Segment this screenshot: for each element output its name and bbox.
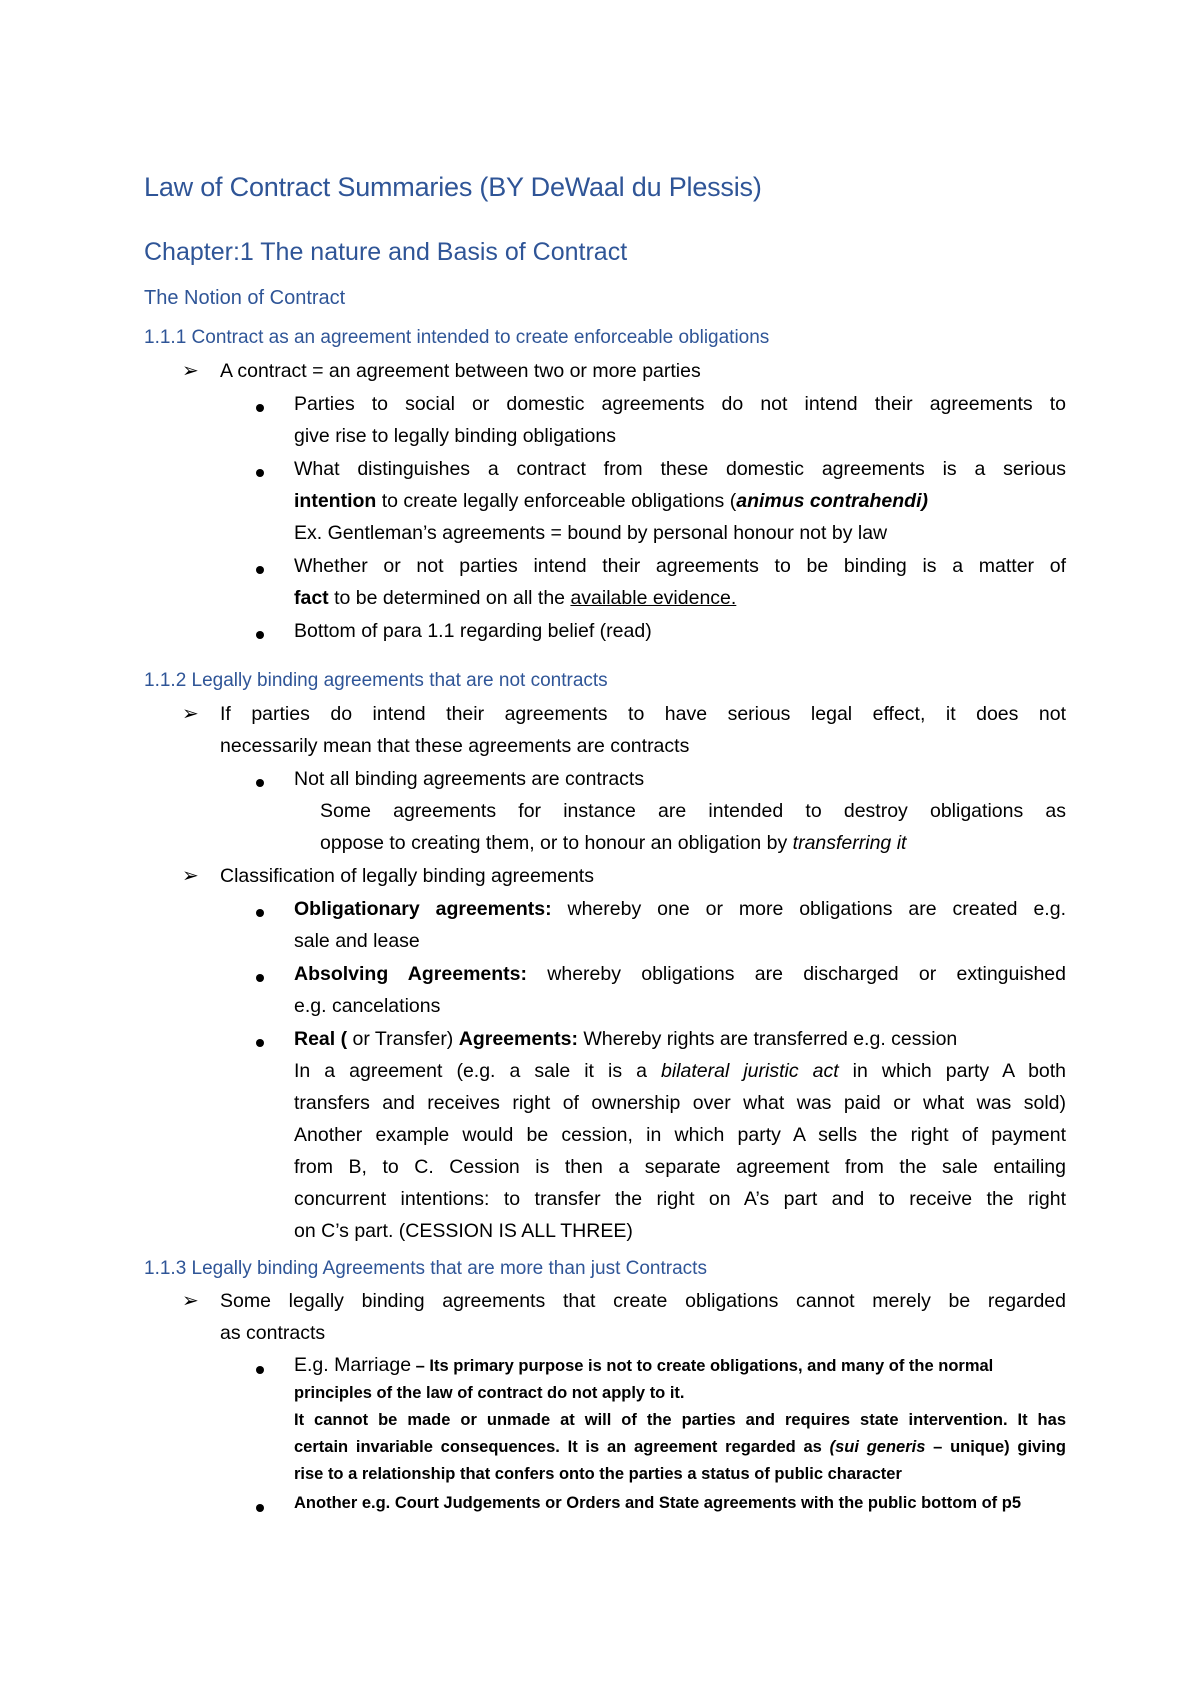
document-title: Law of Contract Summaries (BY DeWaal du Plessis) <box>144 172 762 202</box>
bullet-dot-icon <box>256 631 264 639</box>
bullet-dot-icon <box>256 1039 264 1047</box>
list-item: Bottom of para 1.1 regarding belief (read) <box>294 620 652 642</box>
list-item: What distinguishes a contract from these domestic agreements is a serious <box>294 458 1066 480</box>
list-item-continuation: give rise to legally binding obligations <box>294 425 616 447</box>
bullet-dot-icon <box>256 469 264 477</box>
list-item: Absolving Agreements: whereby obligations are discharged or extinguished <box>294 963 1066 985</box>
list-item: Parties to social or domestic agreements do not intend their agreements to <box>294 393 1066 415</box>
subsection-heading-1-1-1: 1.1.1 Contract as an agreement intended to create enforceable obligations <box>144 327 770 348</box>
bold-term: Real ( <box>294 1028 348 1050</box>
subsection-heading-1-1-3: 1.1.3 Legally binding Agreements that are more than just Contracts <box>144 1258 707 1279</box>
list-item-continuation: as contracts <box>220 1322 326 1344</box>
bullet-dot-icon <box>256 779 264 787</box>
list-item-continuation: fact to be determined on all the available evidence. <box>294 587 737 609</box>
bold-term: Absolving Agreements: <box>294 963 527 985</box>
list-item-continuation: from B, to C. Cession is then a separate agreement from the sale entailing <box>294 1156 1066 1178</box>
bold-term: Obligationary agreements: <box>294 898 552 920</box>
italic-text: bilateral juristic act <box>661 1060 839 1082</box>
list-item-continuation: transfers and receives right of ownership over what was paid or what was sold) <box>294 1092 1066 1114</box>
bold-text: fact <box>294 587 329 609</box>
list-item-continuation: certain invariable consequences. It is an agreement regarded as (sui generis – unique) giving <box>294 1438 1066 1456</box>
list-item-continuation: In a agreement (e.g. a sale it is a bilateral juristic act in which party A both <box>294 1060 1067 1082</box>
arrow-bullet-icon: ➢ <box>182 1290 199 1312</box>
list-item: Another e.g. Court Judgements or Orders and State agreements with the public bottom of p5 <box>294 1494 1021 1512</box>
subsection-heading-1-1-2: 1.1.2 Legally binding agreements that are not contracts <box>144 670 608 691</box>
bullet-dot-icon <box>256 1504 264 1512</box>
example-term: E.g. Marriage <box>294 1354 412 1376</box>
list-item-continuation: It cannot be made or unmade at will of the parties and requires state intervention. It has <box>294 1411 1066 1429</box>
bold-term: Agreements: <box>458 1028 578 1050</box>
arrow-bullet-icon: ➢ <box>182 703 199 725</box>
chapter-heading: Chapter:1 The nature and Basis of Contract <box>144 238 628 266</box>
list-item-continuation: necessarily mean that these agreements are contracts <box>220 735 690 757</box>
list-item-continuation: on C’s part. (CESSION IS ALL THREE) <box>294 1220 633 1242</box>
indented-text: oppose to creating them, or to honour an obligation by transferring it <box>320 832 907 854</box>
bullet-dot-icon <box>256 404 264 412</box>
list-item-continuation: Another example would be cession, in which party A sells the right of payment <box>294 1124 1066 1146</box>
section-heading-notion: The Notion of Contract <box>144 287 346 309</box>
list-item-continuation: intention to create legally enforceable obligations (animus contrahendi) <box>294 490 928 512</box>
indented-text: Some agreements for instance are intended to destroy obligations as <box>320 800 1066 822</box>
bullet-dot-icon <box>256 566 264 574</box>
list-item: Obligationary agreements: whereby one or more obligations are created e.g. <box>294 898 1066 920</box>
bullet-dot-icon <box>256 909 264 917</box>
latin-term: (sui generis <box>829 1438 926 1456</box>
list-item: Classification of legally binding agreements <box>220 865 594 887</box>
list-item-continuation: Ex. Gentleman’s agreements = bound by personal honour not by law <box>294 522 888 544</box>
list-item: Not all binding agreements are contracts <box>294 768 645 790</box>
list-item-continuation: concurrent intentions: to transfer the right on A’s part and to receive the right <box>294 1188 1066 1210</box>
list-item: If parties do intend their agreements to have serious legal effect, it does not <box>220 703 1066 725</box>
list-item: Whether or not parties intend their agreements to be binding is a matter of <box>294 555 1066 577</box>
list-item-continuation: sale and lease <box>294 930 420 952</box>
latin-term: animus contrahendi) <box>736 490 928 512</box>
list-item: Some legally binding agreements that create obligations cannot merely be regarded <box>220 1290 1066 1312</box>
list-item-continuation: rise to a relationship that confers onto the parties a status of public character <box>294 1465 902 1483</box>
bullet-dot-icon <box>256 974 264 982</box>
list-item: Real ( or Transfer) Agreements: Whereby rights are transferred e.g. cession <box>294 1028 958 1050</box>
list-item-continuation: e.g. cancelations <box>294 995 441 1017</box>
list-item: E.g. Marriage – Its primary purpose is not to create obligations, and many of the normal <box>294 1354 994 1376</box>
bullet-dot-icon <box>256 1366 264 1374</box>
underlined-text: available evidence. <box>570 587 737 609</box>
arrow-bullet-icon: ➢ <box>182 360 199 382</box>
italic-text: transferring it <box>792 832 907 854</box>
arrow-bullet-icon: ➢ <box>182 865 199 887</box>
list-item-continuation: principles of the law of contract do not apply to it. <box>294 1384 685 1402</box>
bold-text: intention <box>294 490 377 512</box>
list-item: A contract = an agreement between two or more parties <box>220 360 701 382</box>
